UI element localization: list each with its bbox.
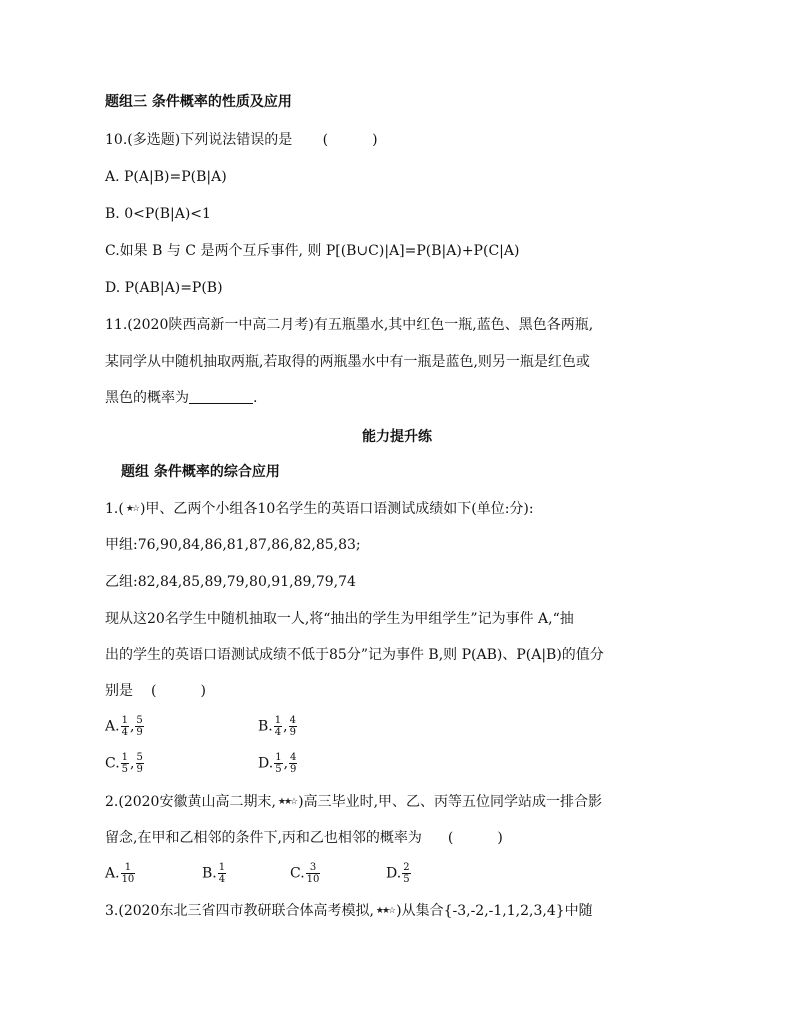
separator: ,: [129, 718, 135, 735]
p3-stem: )从集合{-3,-2,-1,1,2,3,4}中随: [396, 903, 593, 919]
fraction: [274, 715, 282, 738]
answer-blank: [189, 389, 253, 404]
p2-prefix: 2.(2020安徽黄山高二期末,: [105, 794, 276, 810]
difficulty-stars-icon: ★★☆: [375, 906, 395, 916]
numerator: 1: [275, 752, 282, 763]
fraction: [121, 715, 129, 738]
p2-line-2: [105, 828, 503, 848]
p2-line-1: [105, 792, 602, 812]
p1-line-6: [105, 681, 206, 701]
q10-paren-open: (: [322, 132, 329, 148]
fraction: [218, 862, 226, 885]
p1-group-a: 甲组:76,90,84,86,81,87,86,82,85,83;: [105, 537, 361, 553]
p1-option-c: [105, 752, 145, 775]
numerator: 3: [306, 862, 321, 874]
numerator: 1: [121, 862, 136, 874]
option-label: A.: [105, 865, 120, 882]
q11-line-3-text: 黑色的概率为: [105, 390, 189, 406]
p2-stem: )高三毕业时,甲、乙、丙等五位同学站成一排合影: [298, 794, 603, 810]
p1-option-d: [258, 752, 298, 775]
denominator: 5: [275, 764, 282, 775]
numerator: 4: [290, 752, 297, 763]
denominator: 5: [121, 764, 129, 775]
p2-paren-open: (: [447, 830, 454, 846]
option-label: C.: [105, 755, 120, 772]
group-title: 题组 条件概率的综合应用: [121, 464, 280, 480]
p2-line-2-text: 留念,在甲和乙相邻的条件下,丙和乙也相邻的概率为: [105, 830, 422, 846]
fraction: [289, 715, 297, 738]
denominator: 4: [218, 874, 226, 885]
denominator: 9: [136, 764, 143, 775]
denominator: 5: [403, 874, 410, 885]
fraction: [135, 715, 143, 738]
section-3-title: 题组三 条件概率的性质及应用: [105, 94, 292, 110]
q10-paren-close: ): [372, 132, 378, 148]
denominator: 9: [136, 727, 143, 738]
fraction: [402, 862, 410, 885]
numerator: 5: [136, 715, 143, 726]
numerator: 4: [289, 715, 296, 726]
p1-option-a: [105, 715, 145, 738]
numerator: 2: [403, 862, 410, 873]
fraction: [289, 752, 297, 775]
option-label: B.: [258, 718, 273, 735]
option-label: C.: [290, 865, 305, 882]
numerator: 1: [274, 715, 282, 726]
difficulty-stars-icon: ★★☆: [277, 797, 297, 807]
p1-option-b: [258, 715, 298, 738]
denominator: 10: [121, 874, 135, 885]
p1-line-1: [105, 499, 534, 519]
option-label: D.: [258, 755, 274, 772]
denominator: 4: [274, 727, 282, 738]
p1-prefix: 1.(: [105, 501, 124, 517]
q10-stem-text: 10.(多选题)下列说法错误的是: [105, 132, 293, 148]
p2-option-c: [290, 862, 321, 885]
fraction: [274, 752, 282, 775]
q11-line-2: 某同学从中随机抽取两瓶,若取得的两瓶墨水中有一瓶是蓝色,则另一瓶是红色或: [105, 354, 590, 370]
q10-option-c: C.如果 B 与 C 是两个互斥事件, 则 P[(B∪C)|A]=P(B|A)+P(C|A): [105, 243, 520, 259]
denominator: 9: [290, 764, 297, 775]
p2-option-a: [105, 862, 136, 885]
separator: ,: [283, 718, 288, 735]
option-label: B.: [202, 865, 217, 882]
p1-line-5: 出的学生的英语口语测试成绩不低于85分”记为事件 B,则 P(AB)、P(A|B)的值分: [105, 647, 604, 663]
denominator: 9: [289, 727, 296, 738]
p2-option-d: [386, 862, 412, 885]
p3-line-1: [105, 901, 593, 921]
fraction: [121, 862, 136, 885]
separator: ,: [283, 755, 289, 772]
p3-prefix: 3.(2020东北三省四市教研联合体高考模拟,: [105, 903, 374, 919]
fraction: [306, 862, 321, 885]
p1-paren-open: (: [151, 683, 157, 699]
option-label: D.: [386, 865, 402, 882]
p2-option-b: [202, 862, 227, 885]
numerator: 1: [121, 752, 129, 763]
section-title: 能力提升练: [362, 429, 432, 445]
fraction: [121, 752, 129, 775]
p1-line-6-text: 别是: [105, 683, 133, 699]
numerator: 1: [121, 715, 128, 726]
p1-line-4: 现从这20名学生中随机抽取一人,将“抽出的学生为甲组学生”记为事件 A,“抽: [105, 611, 574, 627]
separator: ,: [130, 755, 135, 772]
numerator: 5: [136, 752, 143, 763]
option-label: A.: [105, 718, 120, 735]
q10-option-b: B. 0<P(B|A)<1: [105, 206, 211, 222]
q11-period: .: [253, 390, 258, 406]
denominator: 10: [306, 874, 320, 885]
q11-line-1: 11.(2020陕西高新一中高二月考)有五瓶墨水,其中红色一瓶,蓝色、黑色各两瓶,: [105, 317, 594, 333]
q11-line-3: [105, 388, 257, 408]
p1-paren-close: ): [200, 683, 206, 699]
numerator: 1: [218, 862, 226, 873]
p1-stem: )甲、乙两个小组各10名学生的英语口语测试成绩如下(单位:分):: [139, 501, 534, 517]
question-10-stem: [105, 130, 378, 150]
fraction: [136, 752, 144, 775]
difficulty-stars-icon: ★☆: [125, 504, 138, 514]
q10-option-a: A. P(A|B)=P(B|A): [105, 169, 227, 185]
p1-group-b: 乙组:82,84,85,89,79,80,91,89,79,74: [105, 574, 356, 590]
p2-paren-close: ): [497, 830, 503, 846]
q10-option-d: D. P(AB|A)=P(B): [105, 280, 223, 296]
denominator: 4: [121, 727, 128, 738]
